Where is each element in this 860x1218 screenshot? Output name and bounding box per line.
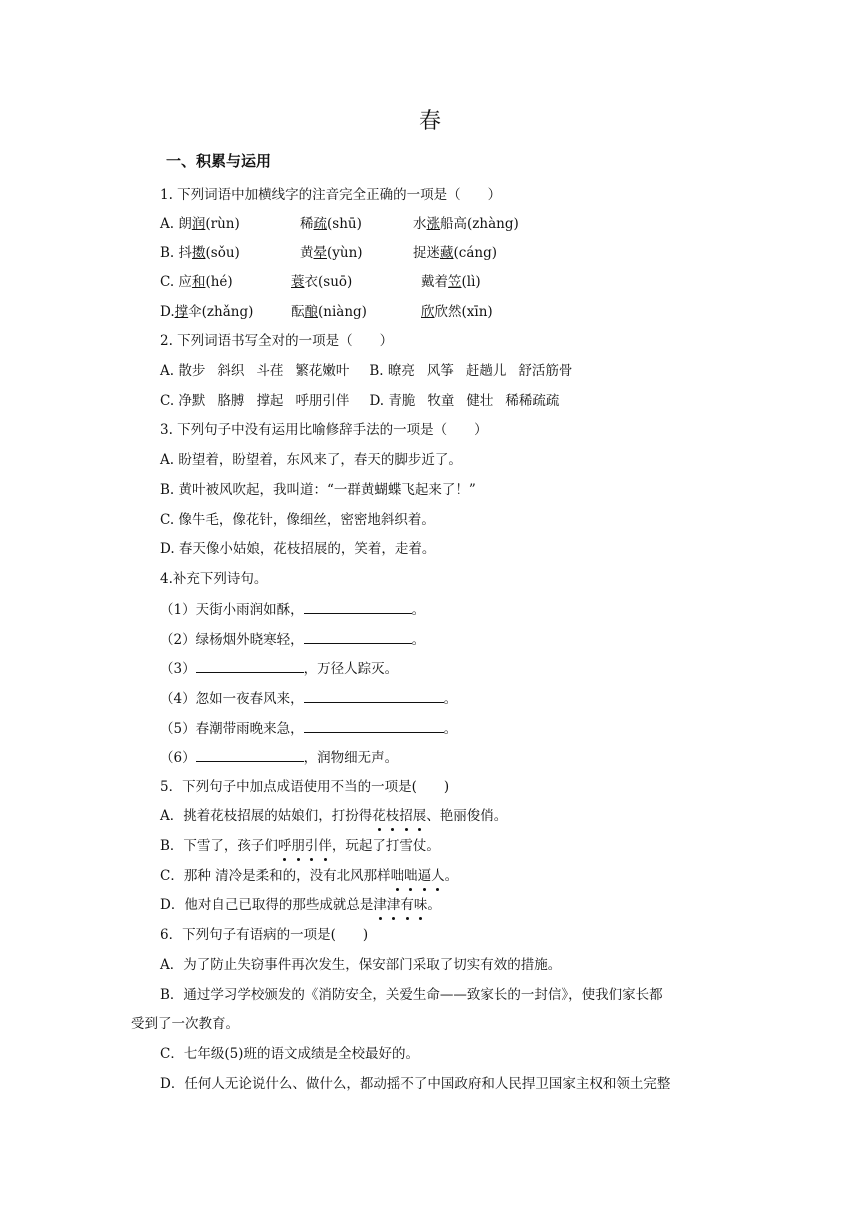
q5-option-c: C．那种 清冷是柔和的，没有北风那样咄咄逼人。	[160, 868, 459, 884]
q5-option-a: A．挑着花枝招展的姑娘们，打扮得花枝招展、艳丽俊俏。	[160, 808, 508, 824]
q6-option-c: C．七年级(5)班的语文成绩是全校最好的。	[160, 1046, 419, 1062]
dotted-idiom: 咄咄逼人	[390, 868, 445, 884]
answer-blank[interactable]	[304, 718, 444, 733]
dotted-idiom: 津津有味	[373, 897, 428, 913]
q3-option-d: D. 春天像小姑娘，花枝招展的，笑着，走着。	[160, 541, 436, 557]
q5-option-b: B．下雪了，孩子们呼朋引伴，玩起了打雪仗。	[160, 838, 440, 854]
answer-blank[interactable]	[304, 599, 412, 614]
q3-stem: 3. 下列句子中没有运用比喻修辞手法的一项是（ ）	[160, 422, 488, 438]
answer-blank[interactable]	[196, 658, 304, 673]
answer-blank[interactable]	[196, 747, 304, 762]
q3-option-a: A. 盼望着，盼望着，东风来了，春天的脚步近了。	[160, 452, 462, 468]
q3-option-b: B. 黄叶被风吹起，我叫道：“一群黄蝴蝶飞起来了！”	[160, 482, 476, 498]
page-title: 春	[418, 109, 441, 134]
q1-option-b: B. 抖擞(sǒu) 黄晕(yùn) 捉迷藏(cáng)	[160, 245, 497, 261]
q6-option-a: A．为了防止失窃事件再次发生，保安部门采取了切实有效的措施。	[160, 957, 562, 973]
q6-option-b: B．通过学习学校颁发的《消防安全，关爱生命——致家长的一封信》，使我们家长都	[160, 987, 663, 1003]
q6-option-d: D．任何人无论说什么、做什么，都动摇不了中国政府和人民捍卫国家主权和领土完整	[160, 1076, 671, 1092]
q4-item-6: （6） ，润物细无声。	[160, 747, 398, 768]
section-heading: 一、积累与运用	[166, 152, 272, 170]
q1-stem: 1. 下列词语中加横线字的注音完全正确的一项是（ ）	[160, 187, 502, 203]
q1-option-c: C. 应和(hé) 蓑衣(suō) 戴着笠(lì)	[160, 274, 481, 290]
q4-item-5: （5）春潮带雨晚来急， 。	[160, 718, 457, 739]
q2-options-ab: A. 散步 斜织 斗荏 繁花嫩叶 B. 暸亮 风筝 赶趟儿 舒活筋骨	[160, 363, 573, 379]
q4-item-4: （4）忽如一夜春风来， 。	[160, 688, 457, 709]
q4-stem: 4.补充下列诗句。	[160, 571, 268, 587]
answer-blank[interactable]	[304, 688, 444, 703]
q1-option-a: A. 朗润(rùn) 稀疏(shū) 水涨船高(zhàng)	[160, 216, 519, 232]
q4-item-2: （2）绿杨烟外晓寒轻， 。	[160, 629, 425, 650]
q5-option-d: D．他对自己已取得的那些成就总是津津有味。	[160, 897, 441, 913]
q4-item-3: （3） ，万径人踪灭。	[160, 658, 398, 679]
answer-blank[interactable]	[304, 629, 412, 644]
q1-option-d: D.撑伞(zhǎng) 酝酿(niàng) 欣欣然(xīn)	[160, 304, 493, 320]
dotted-idiom: 花枝招展	[372, 808, 427, 824]
dotted-idiom: 呼朋引伴	[277, 838, 332, 854]
q6-stem: 6．下列句子有语病的一项是( )	[160, 927, 369, 943]
q2-stem: 2. 下列词语书写全对的一项是（ ）	[160, 333, 394, 349]
q6-option-b-continued: 受到了一次教育。	[131, 1016, 239, 1032]
q5-stem: 5．下列句子中加点成语使用不当的一项是( )	[160, 779, 450, 795]
q2-options-cd: C. 净默 胳膊 撑起 呼朋引伴 D. 青脆 牧童 健壮 稀稀疏疏	[160, 393, 560, 409]
q4-item-1: （1）天街小雨润如酥， 。	[160, 599, 425, 620]
q3-option-c: C. 像牛毛，像花针，像细丝，密密地斜织着。	[160, 512, 435, 528]
